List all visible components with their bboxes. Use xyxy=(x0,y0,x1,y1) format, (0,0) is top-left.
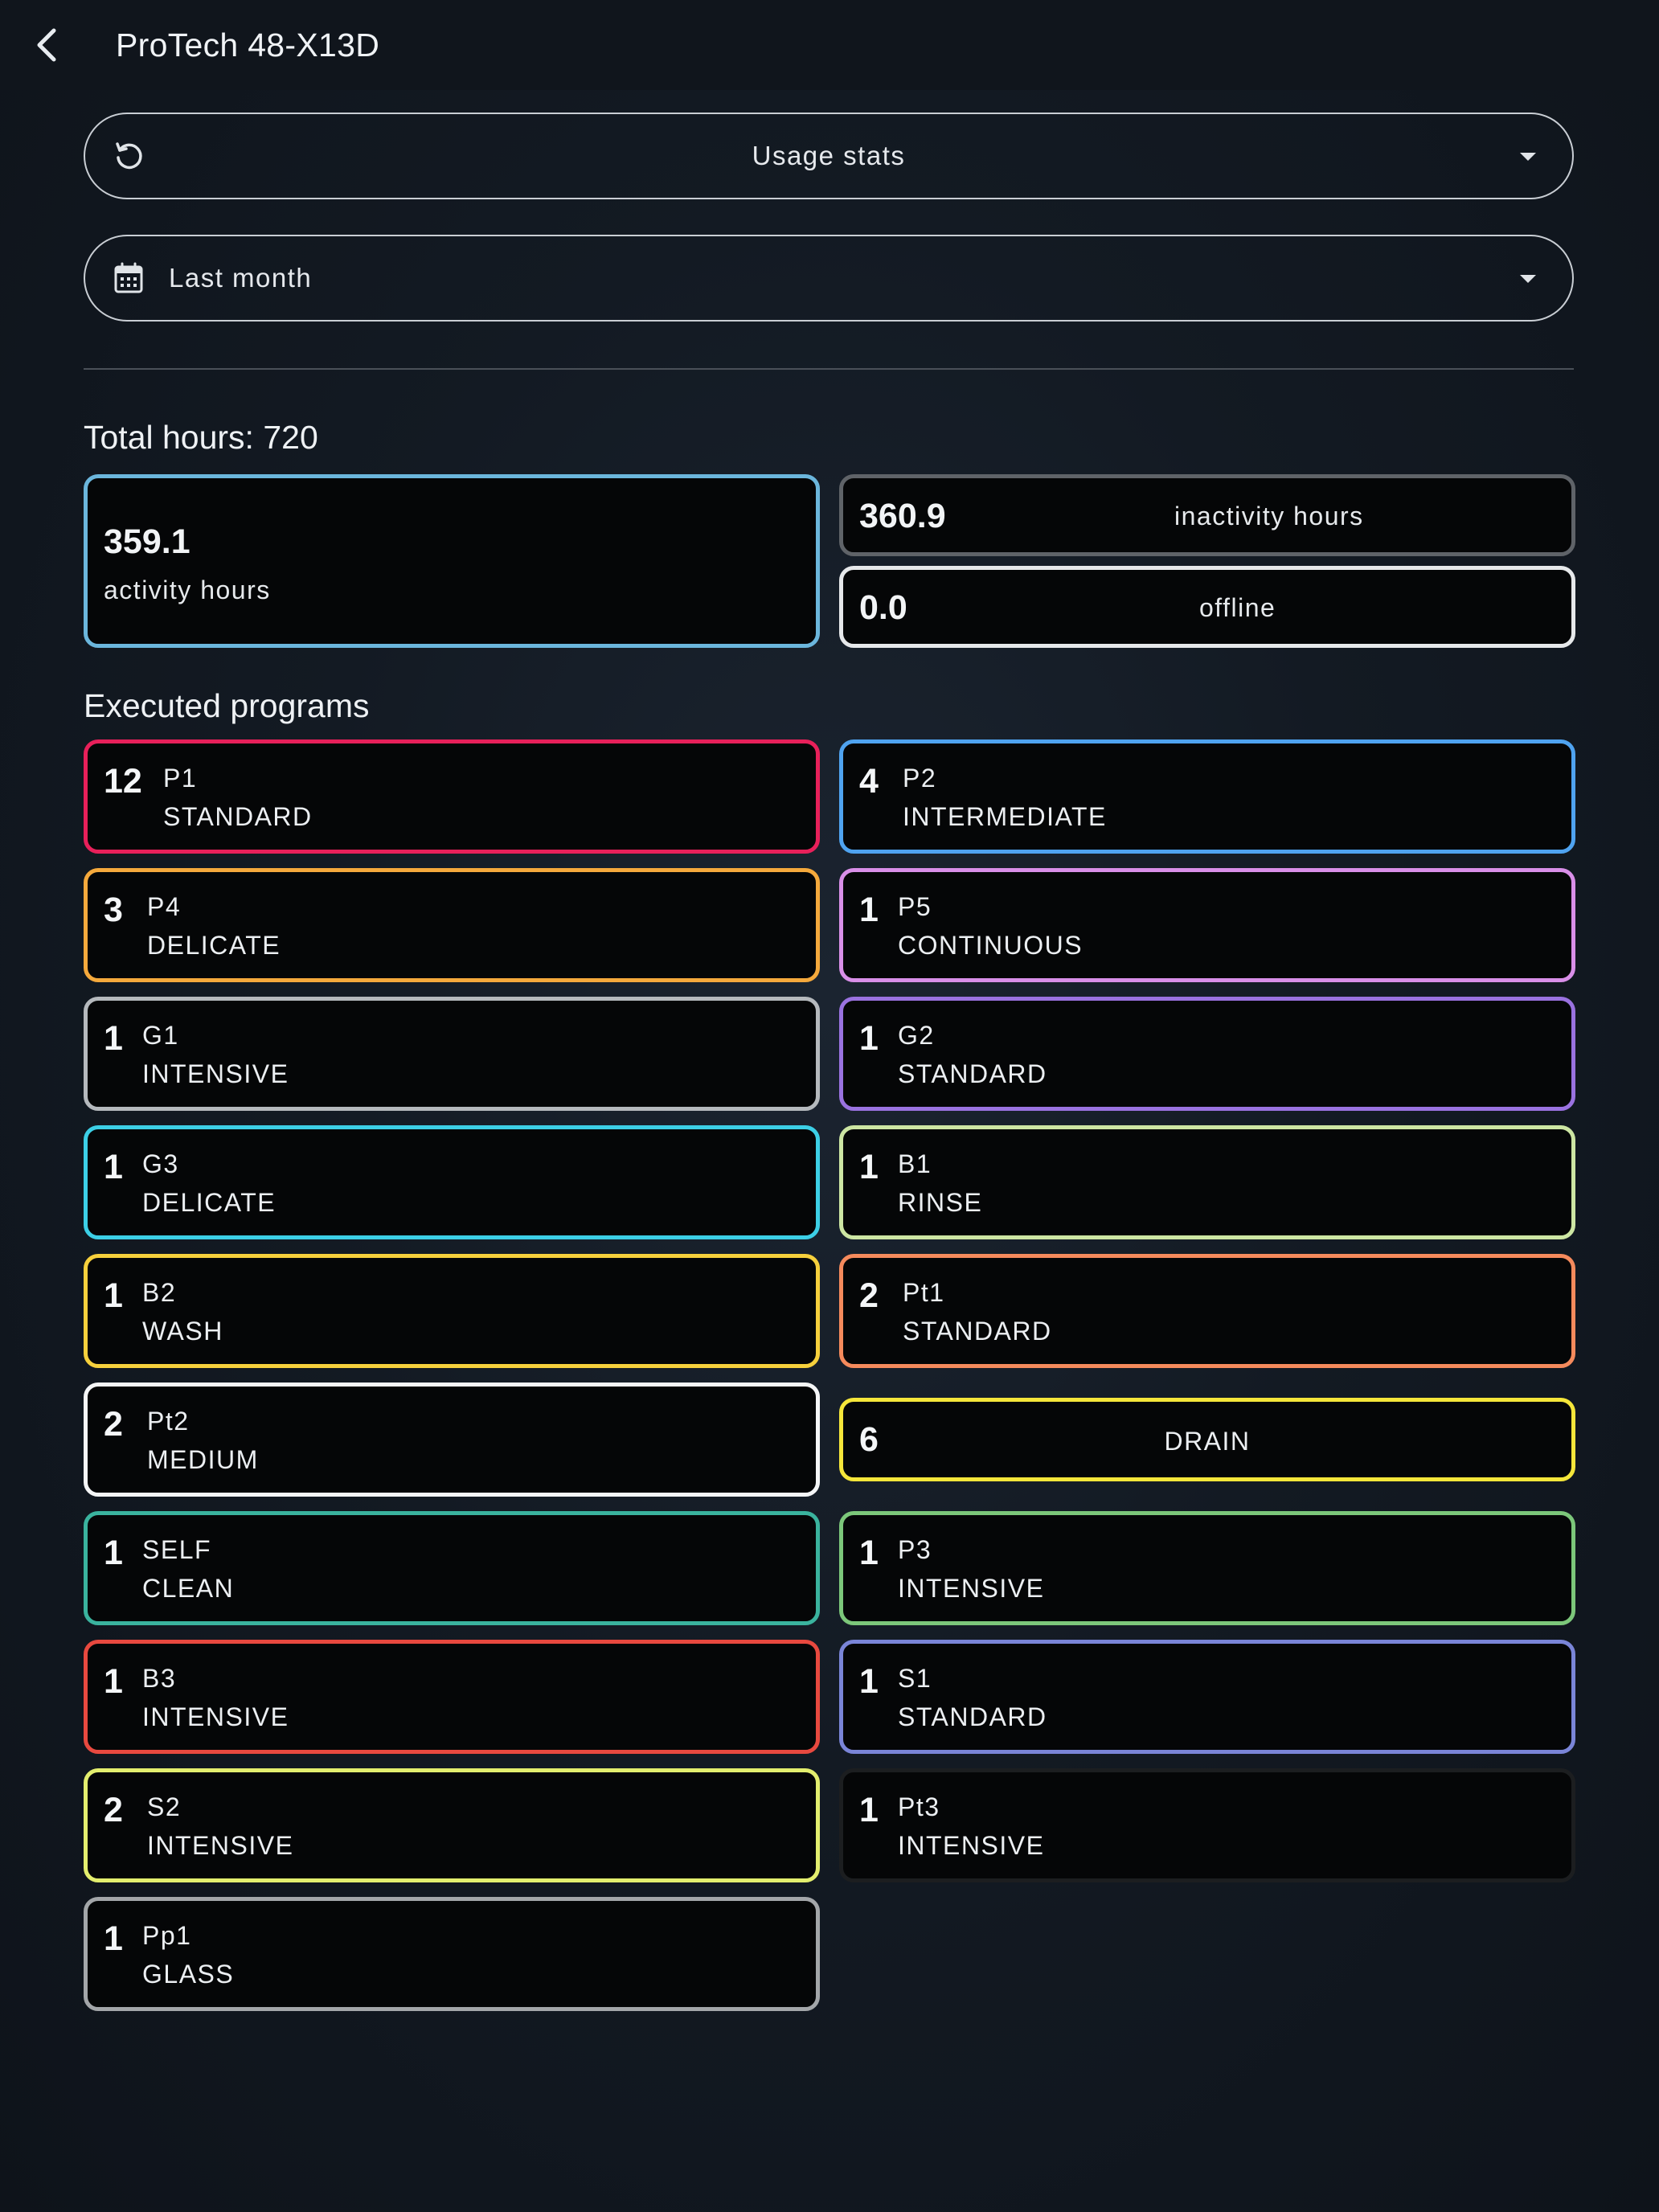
activity-hours-value: 359.1 xyxy=(104,522,190,561)
program-code: P1 xyxy=(163,764,198,793)
program-name: CLEAN xyxy=(142,1574,235,1603)
program-card[interactable] xyxy=(839,1511,1575,1625)
program-card[interactable] xyxy=(839,1640,1575,1754)
chevron-left-icon xyxy=(35,27,59,63)
program-count: 1 xyxy=(104,1534,123,1572)
program-name: WASH xyxy=(142,1317,223,1346)
activity-hours-label: activity hours xyxy=(104,576,271,604)
program-count: 1 xyxy=(859,1791,879,1829)
program-name: INTENSIVE xyxy=(142,1059,289,1088)
program-count: 12 xyxy=(104,762,142,801)
program-name: INTENSIVE xyxy=(898,1831,1045,1860)
program-code: SELF xyxy=(142,1535,212,1564)
program-code: Pp1 xyxy=(142,1921,192,1950)
program-card[interactable] xyxy=(839,1125,1575,1239)
inactivity-hours-card xyxy=(839,474,1575,556)
program-card[interactable] xyxy=(84,1382,820,1497)
program-code: P3 xyxy=(898,1535,932,1564)
program-card[interactable] xyxy=(839,1254,1575,1368)
executed-programs-title: Executed programs xyxy=(84,687,370,724)
program-code: S2 xyxy=(147,1792,182,1821)
inactivity-hours-label: inactivity hours xyxy=(1174,502,1364,530)
page-title: ProTech 48-X13D xyxy=(116,27,380,63)
program-count: 1 xyxy=(104,1662,123,1701)
program-name: STANDARD xyxy=(903,1317,1052,1346)
caret-down-icon xyxy=(1516,267,1540,291)
program-code: G3 xyxy=(142,1149,179,1178)
divider xyxy=(84,368,1574,370)
program-name: DRAIN xyxy=(1164,1427,1251,1456)
program-code: B2 xyxy=(142,1278,177,1307)
offline-label: offline xyxy=(1199,593,1276,622)
program-count: 2 xyxy=(104,1791,123,1829)
total-hours-label: Total hours: 720 xyxy=(84,419,318,456)
program-name: INTENSIVE xyxy=(142,1702,289,1731)
program-code: P5 xyxy=(898,892,932,921)
program-code: P4 xyxy=(147,892,182,921)
program-code: B3 xyxy=(142,1664,177,1693)
program-card[interactable] xyxy=(84,1897,820,2011)
program-name: CONTINUOUS xyxy=(898,931,1083,960)
view-select-value: Usage stats xyxy=(752,141,906,170)
program-card[interactable] xyxy=(84,997,820,1111)
program-code: S1 xyxy=(898,1664,932,1693)
activity-hours-card xyxy=(84,474,820,648)
program-name: RINSE xyxy=(898,1188,983,1217)
program-code: Pt3 xyxy=(898,1792,940,1821)
program-card[interactable] xyxy=(84,1254,820,1368)
program-name: STANDARD xyxy=(898,1702,1047,1731)
calendar-icon xyxy=(108,257,150,299)
program-count: 4 xyxy=(859,762,879,801)
program-card[interactable] xyxy=(839,739,1575,854)
program-code: G1 xyxy=(142,1021,179,1050)
program-count: 1 xyxy=(104,1919,123,1958)
program-name: STANDARD xyxy=(898,1059,1047,1088)
program-card-drain[interactable] xyxy=(839,1398,1575,1481)
program-card[interactable] xyxy=(84,739,820,854)
program-card[interactable] xyxy=(84,1125,820,1239)
program-count: 1 xyxy=(859,1148,879,1186)
program-code: P2 xyxy=(903,764,937,793)
program-count: 1 xyxy=(859,1662,879,1701)
program-code: Pt1 xyxy=(903,1278,945,1307)
program-name: GLASS xyxy=(142,1960,235,1989)
program-card[interactable] xyxy=(84,1768,820,1882)
program-count: 1 xyxy=(104,1148,123,1186)
inactivity-hours-value: 360.9 xyxy=(859,497,946,535)
top-bar xyxy=(0,0,1659,90)
program-card[interactable] xyxy=(839,997,1575,1111)
program-card[interactable] xyxy=(84,868,820,982)
program-name: INTERMEDIATE xyxy=(903,802,1107,831)
period-select[interactable] xyxy=(84,235,1574,322)
program-count: 1 xyxy=(859,1534,879,1572)
program-count: 2 xyxy=(859,1276,879,1315)
view-select[interactable] xyxy=(84,113,1574,199)
caret-down-icon xyxy=(1516,145,1540,169)
program-name: INTENSIVE xyxy=(147,1831,294,1860)
program-count: 1 xyxy=(859,891,879,929)
program-count: 1 xyxy=(859,1019,879,1058)
program-code: G2 xyxy=(898,1021,935,1050)
program-card[interactable] xyxy=(84,1511,820,1625)
program-name: MEDIUM xyxy=(147,1445,259,1474)
program-code: Pt2 xyxy=(147,1407,190,1436)
back-button[interactable] xyxy=(23,19,71,71)
program-count: 3 xyxy=(104,891,123,929)
program-count: 1 xyxy=(104,1276,123,1315)
program-name: STANDARD xyxy=(163,802,313,831)
period-select-value: Last month xyxy=(169,263,313,293)
program-count: 2 xyxy=(104,1405,123,1444)
program-code: B1 xyxy=(898,1149,932,1178)
offline-card xyxy=(839,566,1575,648)
program-card[interactable] xyxy=(839,1768,1575,1882)
program-name: DELICATE xyxy=(147,931,281,960)
program-card[interactable] xyxy=(84,1640,820,1754)
offline-value: 0.0 xyxy=(859,588,907,627)
program-card[interactable] xyxy=(839,868,1575,982)
program-count: 1 xyxy=(104,1019,123,1058)
program-name: INTENSIVE xyxy=(898,1574,1045,1603)
program-count: 6 xyxy=(859,1420,879,1459)
program-name: DELICATE xyxy=(142,1188,276,1217)
